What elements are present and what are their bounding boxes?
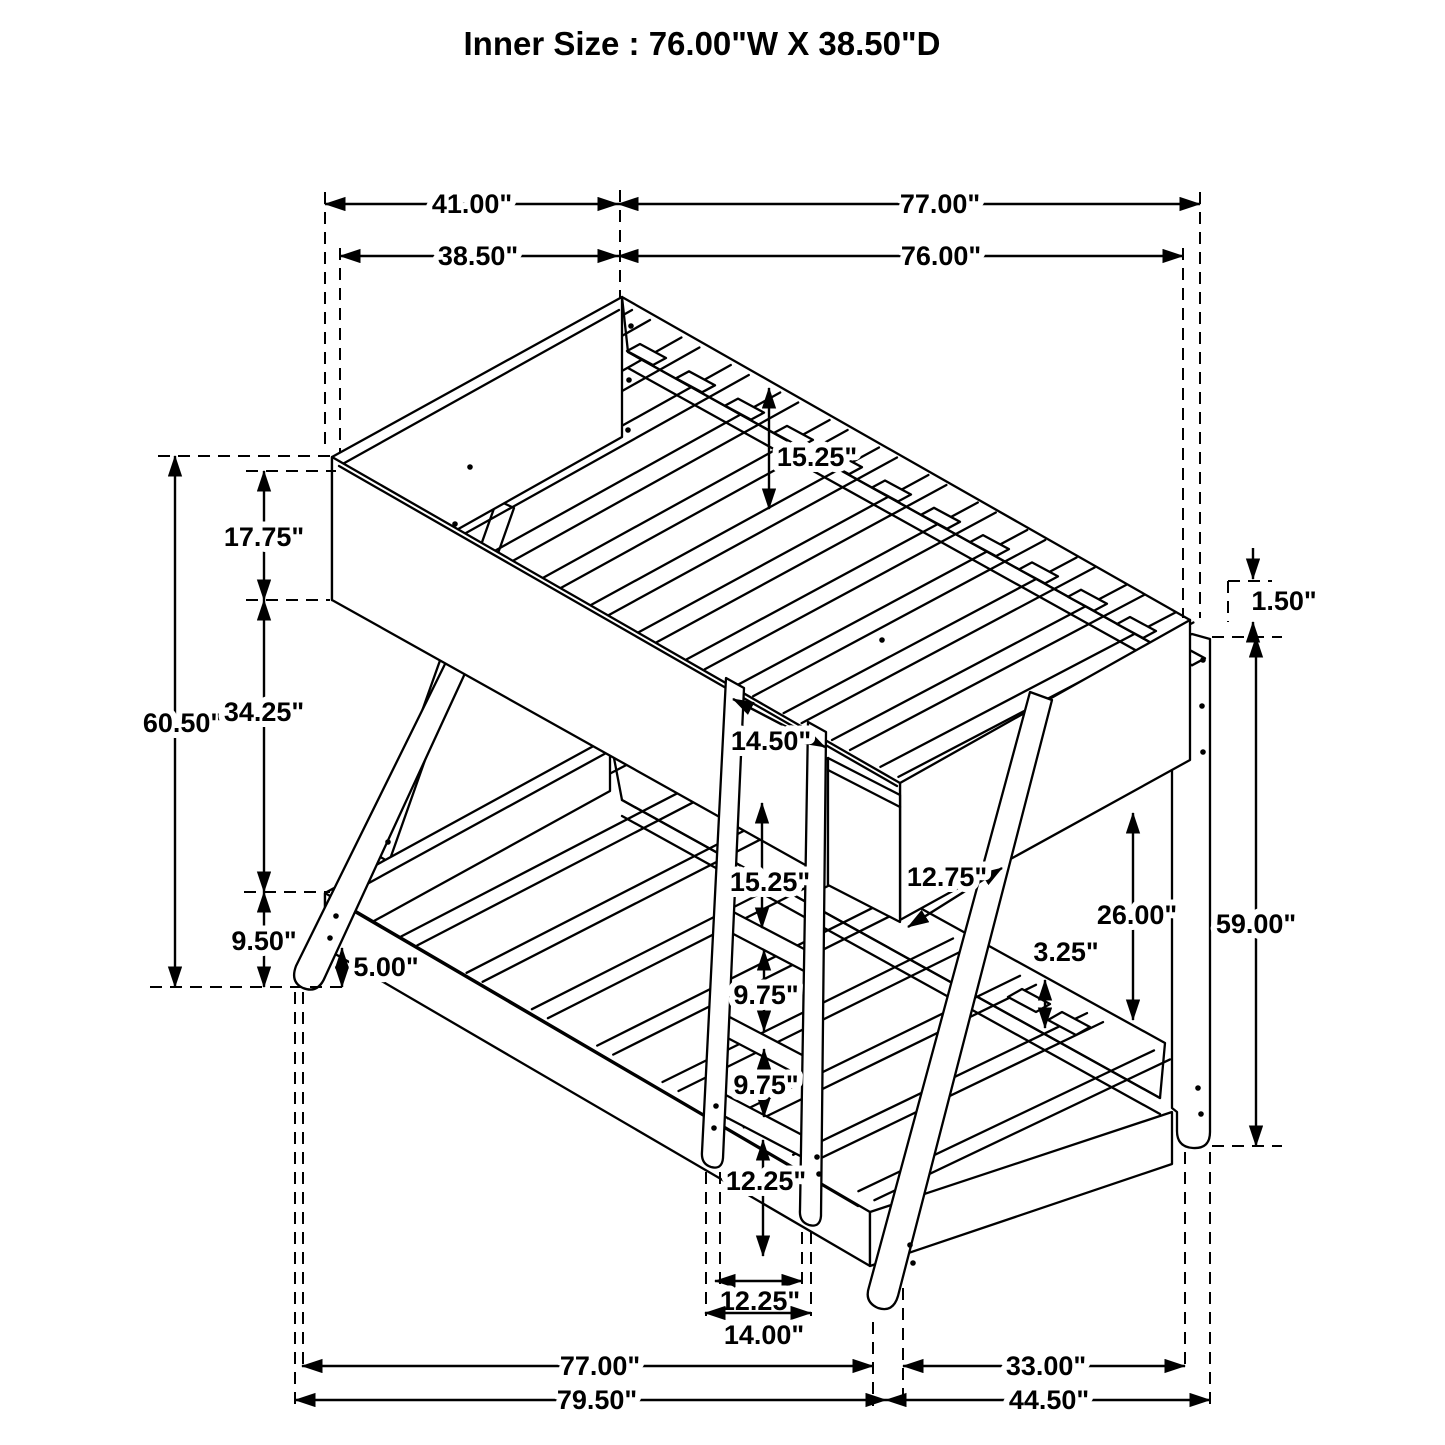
dim-top-width-label: 41.00" bbox=[431, 189, 513, 219]
bed-line-art bbox=[294, 297, 1210, 1309]
dim-inner-length bbox=[618, 241, 1183, 271]
dim-upper-rail-to-slats-label: 15.25" bbox=[776, 442, 858, 472]
dim-bunk-gap-height bbox=[224, 600, 304, 892]
dim-overall-length bbox=[295, 1385, 886, 1415]
dim-bottom-length-label: 77.00" bbox=[559, 1351, 641, 1381]
dim-lower-rail-to-floor bbox=[231, 892, 296, 987]
dim-top-length-label: 77.00" bbox=[899, 189, 981, 219]
dim-inner-depth bbox=[340, 241, 618, 271]
dim-bunk-gap-height-label: 34.25" bbox=[223, 697, 305, 727]
dim-rail-lip bbox=[1251, 548, 1316, 642]
dim-overall-height-label: 60.50" bbox=[142, 708, 224, 738]
dim-side-leg-span-label: 33.00" bbox=[1005, 1351, 1087, 1381]
dim-ladder-inner-width-label: 12.25" bbox=[719, 1286, 801, 1316]
dim-rung-to-floor-label: 12.25" bbox=[725, 1166, 807, 1196]
dim-inner-length-label: 76.00" bbox=[900, 241, 982, 271]
dim-ladder-inner-width bbox=[715, 1281, 802, 1316]
dim-rung-spacing-lower-label: 9.75" bbox=[733, 1070, 799, 1100]
dim-upper-rail-height bbox=[224, 471, 304, 600]
dim-leg-height bbox=[1216, 637, 1296, 1146]
dim-overall-height bbox=[143, 456, 223, 987]
dim-slat-cleat-label: 3.25" bbox=[1033, 937, 1099, 967]
dim-ladder-outer-width-label: 14.00" bbox=[723, 1320, 805, 1350]
dim-overall-side-depth bbox=[886, 1385, 1210, 1415]
page-title: Inner Size : 76.00"W X 38.50"D bbox=[463, 25, 941, 62]
dim-under-bunk-clearance bbox=[1097, 813, 1177, 1020]
dim-overall-length-label: 79.50" bbox=[556, 1385, 638, 1415]
dim-top-length bbox=[618, 189, 1200, 219]
dim-top-width bbox=[325, 189, 618, 219]
dim-ladder-top-to-rung-label: 15.25" bbox=[729, 867, 811, 897]
dim-bottom-length bbox=[302, 1351, 873, 1381]
dim-overall-side-depth-label: 44.50" bbox=[1008, 1385, 1090, 1415]
dim-ladder-outer-width bbox=[705, 1313, 811, 1350]
dim-leg-height-label: 59.00" bbox=[1215, 909, 1297, 939]
dim-inner-depth-label: 38.50" bbox=[437, 241, 519, 271]
dim-foot-clearance bbox=[342, 948, 419, 987]
dim-guard-rail-length-label: 12.75" bbox=[906, 862, 988, 892]
dim-rail-lip-label: 1.50" bbox=[1251, 586, 1317, 616]
dim-lower-rail-to-floor-label: 9.50" bbox=[231, 926, 297, 956]
dim-foot-clearance-label: 5.00" bbox=[353, 952, 419, 982]
dim-side-leg-span bbox=[903, 1351, 1185, 1381]
dim-ladder-gap-label: 14.50" bbox=[730, 726, 812, 756]
dim-upper-rail-height-label: 17.75" bbox=[223, 522, 305, 552]
dim-under-bunk-clearance-label: 26.00" bbox=[1096, 900, 1178, 930]
dim-rung-spacing-upper-label: 9.75" bbox=[733, 980, 799, 1010]
